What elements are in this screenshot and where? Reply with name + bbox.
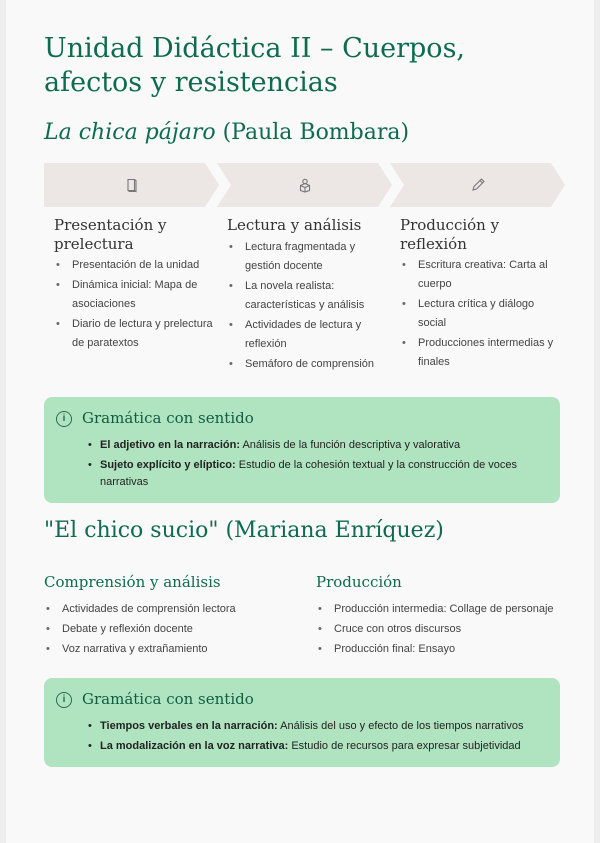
info-icon: i bbox=[56, 411, 72, 427]
list-item: • Presentación de la unidad bbox=[54, 256, 214, 275]
list-item: • Producción intermedia: Collage de personaje bbox=[316, 600, 586, 619]
list-lectura bbox=[227, 238, 387, 375]
list-item: • Producciones intermedias y finales bbox=[400, 334, 560, 372]
grammar-item: • La modalización en la voz narrativa: Estudio de recursos para expresar subjetividad bbox=[88, 738, 558, 756]
list-produccion bbox=[400, 256, 560, 373]
list-item: • La novela realista: características y análisis bbox=[227, 277, 387, 315]
book2-title: "El chico sucio" (Mariana Enríquez) bbox=[44, 518, 444, 543]
grammar-item: • Tiempos verbales en la narración: Análisis del uso y efecto de los tiempos narrativos bbox=[88, 718, 558, 736]
book1-title bbox=[44, 118, 409, 148]
pencil-icon bbox=[470, 177, 486, 193]
step-produccion bbox=[390, 163, 565, 207]
list-item: • Dinámica inicial: Mapa de asociaciones bbox=[54, 276, 214, 314]
col-title-produccion: Producción y reflexión bbox=[400, 216, 500, 253]
bird-icon bbox=[297, 177, 313, 193]
col-title-produccion-2: Producción bbox=[316, 573, 402, 591]
list-item: • Debate y reflexión docente bbox=[44, 620, 304, 639]
grammar-box-1 bbox=[44, 397, 560, 503]
step-lectura bbox=[217, 163, 392, 207]
list-presentacion bbox=[54, 256, 214, 354]
grammar-item: • Sujeto explícito y elíptico: Estudio de la cohesión textual y la construcción de voces narrativas bbox=[88, 457, 528, 492]
list-comprension bbox=[44, 600, 304, 660]
grammar-list bbox=[88, 437, 528, 494]
info-icon: i bbox=[56, 692, 72, 708]
process-steps bbox=[44, 163, 564, 207]
book1-title-author: (Paula Bombara) bbox=[215, 120, 410, 145]
book-icon bbox=[124, 177, 140, 193]
list-item: • Escritura creativa: Carta al cuerpo bbox=[400, 256, 560, 294]
list-item: • Cruce con otros discursos bbox=[316, 620, 586, 639]
grammar-heading: Gramática con sentido bbox=[82, 690, 254, 708]
list-item: • Lectura fragmentada y gestión docente bbox=[227, 238, 387, 276]
list-item: • Actividades de lectura y reflexión bbox=[227, 316, 387, 354]
grammar-heading: Gramática con sentido bbox=[82, 409, 254, 427]
col-title-lectura: Lectura y análisis bbox=[227, 216, 362, 234]
col-title-presentacion: Presentación y prelectura bbox=[54, 216, 167, 253]
grammar-list bbox=[88, 718, 558, 757]
list-item: • Voz narrativa y extrañamiento bbox=[44, 640, 304, 659]
list-item: • Semáforo de comprensión bbox=[227, 355, 387, 374]
grammar-item: • El adjetivo en la narración: Análisis de la función descriptiva y valorativa bbox=[88, 437, 528, 455]
grammar-box-2 bbox=[44, 678, 560, 767]
step-presentacion bbox=[44, 163, 219, 207]
list-produccion-2 bbox=[316, 600, 586, 660]
book1-title-italic: La chica pájaro bbox=[44, 120, 216, 145]
list-item: • Actividades de comprensión lectora bbox=[44, 600, 304, 619]
unit-title: Unidad Didáctica II – Cuerpos, afectos y resistencias bbox=[44, 33, 466, 98]
col-title-comprension: Comprensión y análisis bbox=[44, 573, 221, 591]
list-item: • Diario de lectura y prelectura de paratextos bbox=[54, 315, 214, 353]
page bbox=[6, 0, 594, 843]
list-item: • Producción final: Ensayo bbox=[316, 640, 586, 659]
list-item: • Lectura crítica y diálogo social bbox=[400, 295, 560, 333]
